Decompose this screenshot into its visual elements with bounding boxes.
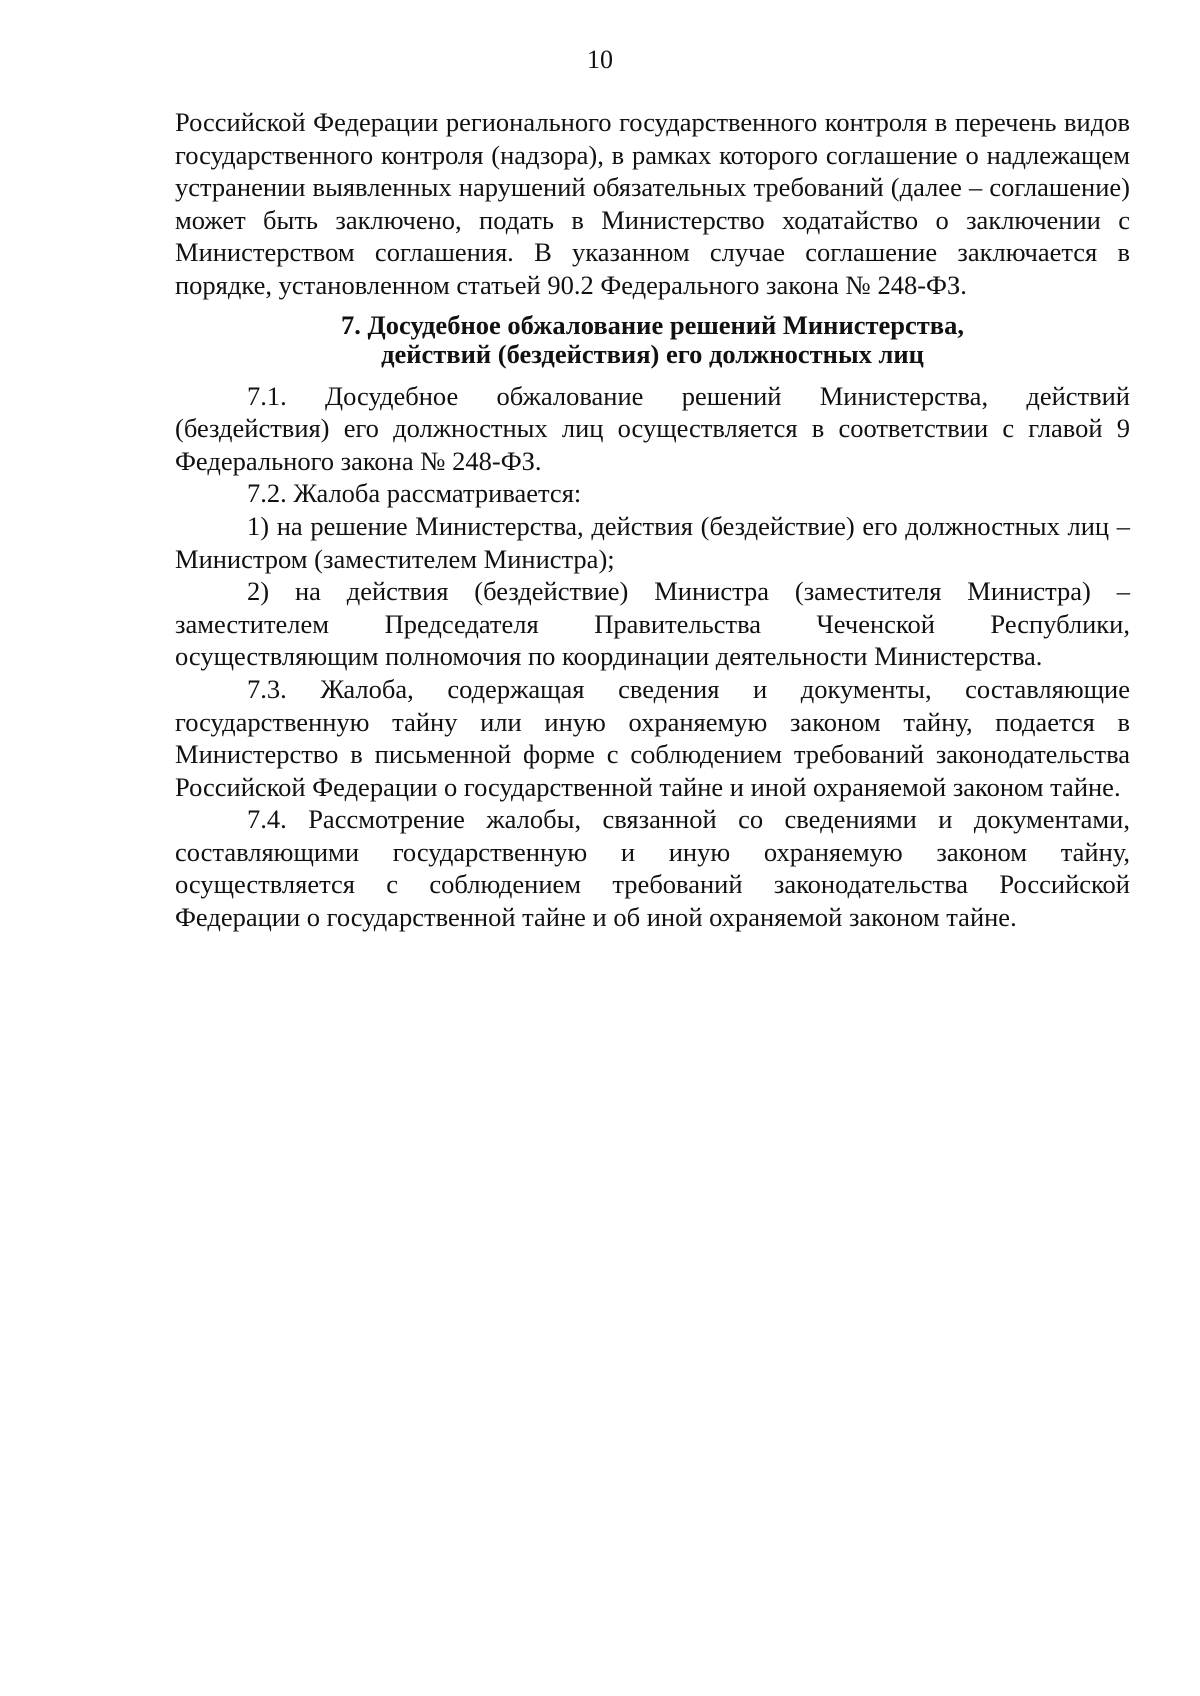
- list-item-2: 2) на действия (бездействие) Министра (заместителя Министра) – заместителем Председателя Правительства Чеченской Республики, осуществляющим полномочия по координации деятельности Министерства.: [175, 576, 1130, 672]
- paragraph-7-1: 7.1. Досудебное обжалование решений Министерства, действий (бездействия) его должностных лиц осуществляется в соответствии с главой 9 Федерального закона № 248-ФЗ.: [175, 380, 1130, 476]
- paragraph-7-4: 7.4. Рассмотрение жалобы, связанной со сведениями и документами, составляющими государственную и иную охраняемую законом тайну, осуществляется с соблюдением требований законодательства Российской Федерации о государственной тайне и об иной охраняемой законом тайне.: [175, 804, 1130, 933]
- page-number: 10: [587, 45, 613, 74]
- section-heading: [175, 311, 1130, 369]
- paragraph-7-3: 7.3. Жалоба, содержащая сведения и документы, составляющие государственную тайну или иную охраняемую законом тайну, подается в Министерство в письменной форме с соблюдением требований законодательства Российской Федерации о государственной тайне и иной охраняемой законом тайне.: [175, 673, 1130, 802]
- section-heading-line-1: 7. Досудебное обжалование решений Министерства,: [341, 309, 964, 340]
- list-item-1: 1) на решение Министерства, действия (бездействие) его должностных лиц – Министром (заместителем Министра);: [175, 510, 1130, 574]
- section-heading-line-2: действий (бездействия) его должностных лиц: [381, 338, 924, 369]
- paragraph-7-2: 7.2. Жалоба рассматривается:: [247, 478, 582, 509]
- intro-paragraph: Российской Федерации регионального государственного контроля в перечень видов государственного контроля (надзора), в рамках которого соглашение о надлежащем устранении выявленных нарушений обязательных требований (далее – соглашение) может быть заключено, подать в Министерство ходатайство о заключении с Министерством соглашения. В указанном случае соглашение заключается в порядке, установленном статьей 90.2 Федерального закона № 248-ФЗ.: [175, 107, 1130, 300]
- document-body: [175, 106, 1130, 934]
